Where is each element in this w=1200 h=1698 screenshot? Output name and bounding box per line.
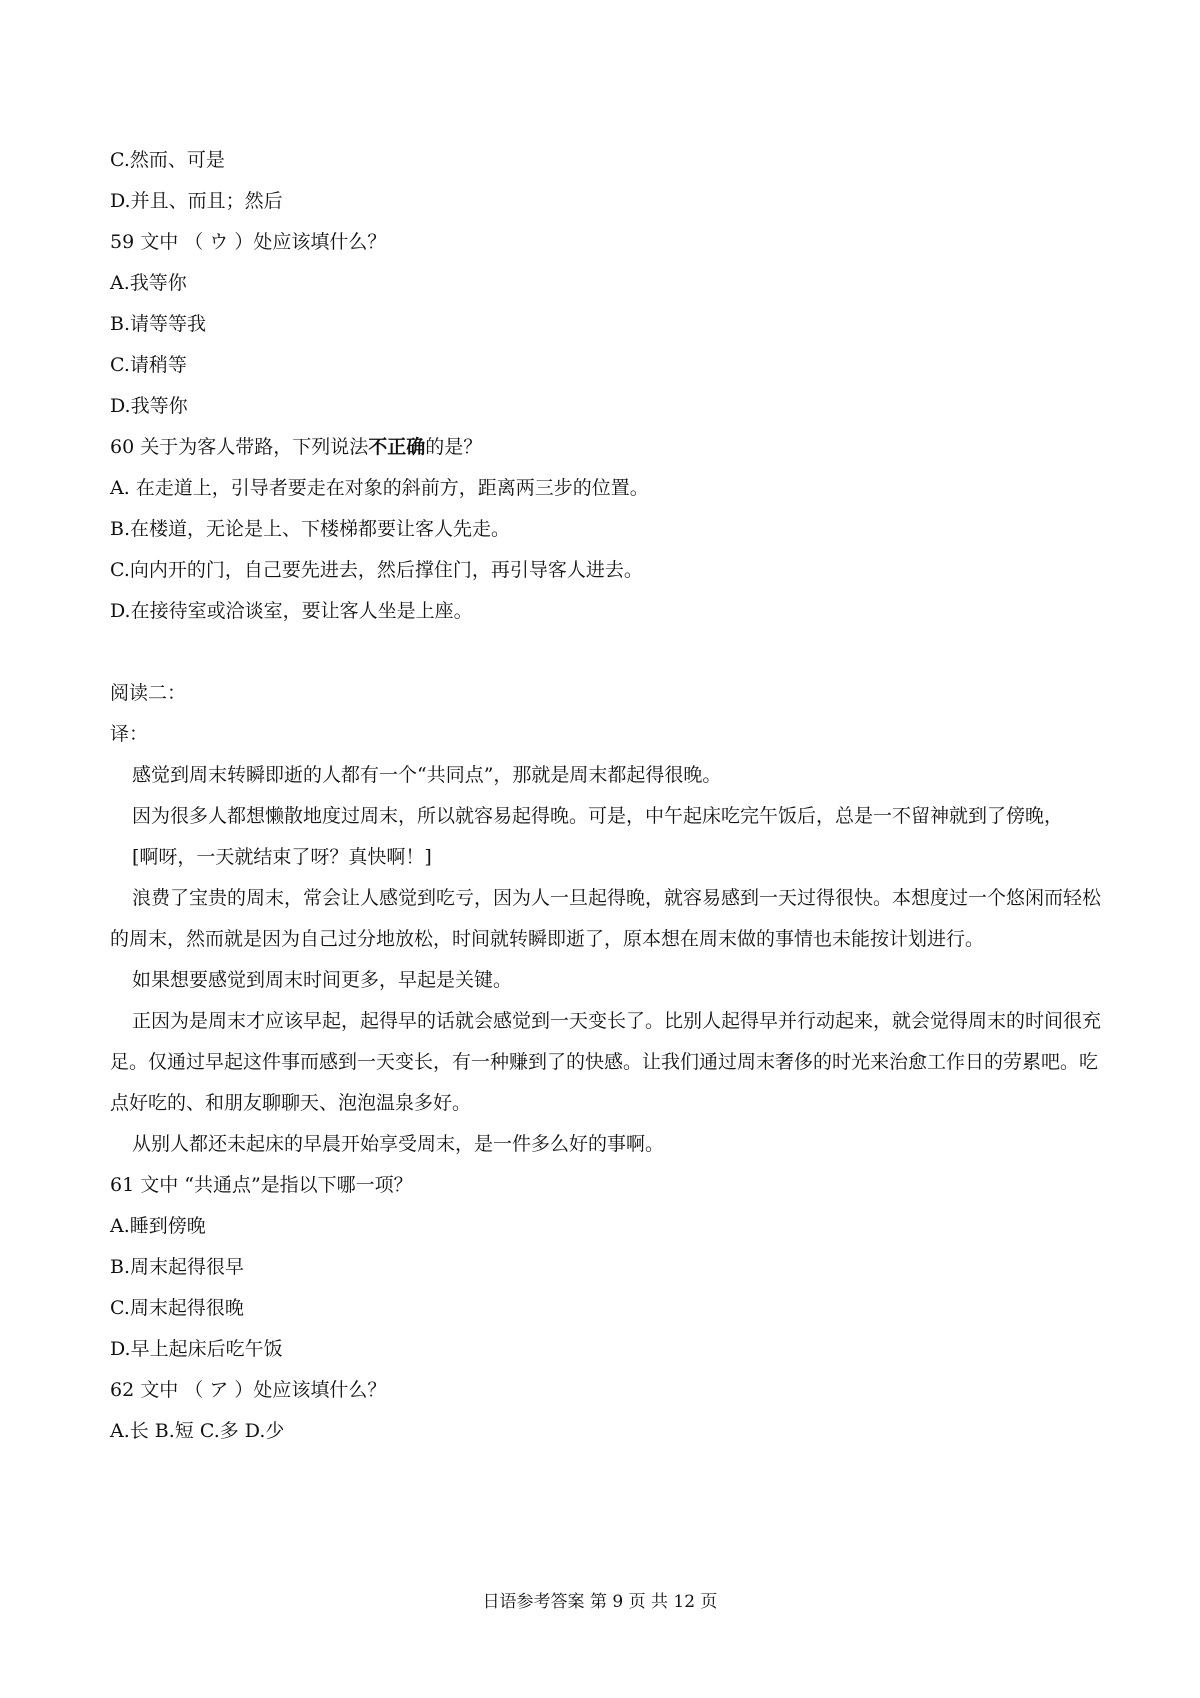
q62-options: A.长 B.短 C.多 D.少 <box>110 1420 285 1442</box>
q58-option-c: C.然而、可是 <box>110 149 225 171</box>
section-spacer <box>110 632 1102 673</box>
q60-option-b: B.在楼道，无论是上、下楼梯都要让客人先走。 <box>110 518 511 540</box>
translation-paragraph: 如果想要感觉到周末时间更多，早起是关键。 <box>132 969 513 991</box>
q61-option-a: A.睡到傍晚 <box>110 1215 206 1237</box>
translation-paragraph: 感觉到周末转瞬即逝的人都有一个“共同点”，那就是周末都起得很晚。 <box>132 764 722 786</box>
q58-option-d: D.并且、而且；然后 <box>110 190 283 212</box>
q61-option-d: D.早上起床后吃午饭 <box>110 1338 283 1360</box>
translation-paragraph: 浪费了宝贵的周末，常会让人感觉到吃亏，因为人一旦起得晚，就容易感到一天过得很快。本想度过一个悠闲而轻松的周末，然而就是因为自己过分地放松，时间就转瞬即逝了，原本想在周末做的事情也未能按计划进行。 <box>110 887 1102 950</box>
q60-stem-post: 的是？ <box>425 436 483 458</box>
document-body <box>110 140 1102 1452</box>
translation-paragraph: 因为很多人都想懒散地度过周末，所以就容易起得晚。可是，中午起床吃完午饭后，总是一不留神就到了傍晚， <box>132 805 1064 827</box>
q60-stem-emphasis: 不正确 <box>368 436 426 458</box>
page-footer: 日语参考答案 第 9 页 共 12 页 <box>482 1592 718 1612</box>
q59-option-d: D.我等你 <box>110 395 188 417</box>
q59-option-b: B.请等等我 <box>110 313 207 335</box>
q61-option-b: B.周末起得很早 <box>110 1256 245 1278</box>
translation-paragraph: 从别人都还未起床的早晨开始享受周末，是一件多么好的事啊。 <box>132 1133 665 1155</box>
translation-label: 译： <box>110 723 149 745</box>
translation-paragraph: [啊呀，一天就结束了呀？真快啊！] <box>132 846 432 868</box>
q61-stem: 61 文中 “共通点”是指以下哪一项？ <box>110 1174 413 1196</box>
q60-stem-pre: 60 关于为客人带路，下列说法 <box>110 436 369 458</box>
q62-stem: 62 文中 （ ア ）处应该填什么？ <box>110 1379 387 1401</box>
q60-option-c: C.向内开的门，自己要先进去，然后撑住门，再引导客人进去。 <box>110 559 643 581</box>
q61-option-c: C.周末起得很晚 <box>110 1297 244 1319</box>
q59-stem: 59 文中 （ ウ ）处应该填什么？ <box>110 231 387 253</box>
q59-option-c: C.请稍等 <box>110 354 187 376</box>
q60-stem <box>110 427 1102 468</box>
q60-option-d: D.在接待室或洽谈室，要让客人坐是上座。 <box>110 600 473 622</box>
reading2-heading: 阅读二： <box>110 682 187 704</box>
q60-option-a: A. 在走道上，引导者要走在对象的斜前方，距离两三步的位置。 <box>110 477 649 499</box>
q59-option-a: A.我等你 <box>110 272 187 294</box>
translation-paragraph: 正因为是周末才应该早起，起得早的话就会感觉到一天变长了。比别人起得早并行动起来，就会觉得周末的时间很充足。仅通过早起这件事而感到一天变长，有一种赚到了的快感。让我们通过周末奢侈的时光来治愈工作日的劳累吧。吃点好吃的、和朋友聊聊天、泡泡温泉多好。 <box>110 1010 1102 1114</box>
